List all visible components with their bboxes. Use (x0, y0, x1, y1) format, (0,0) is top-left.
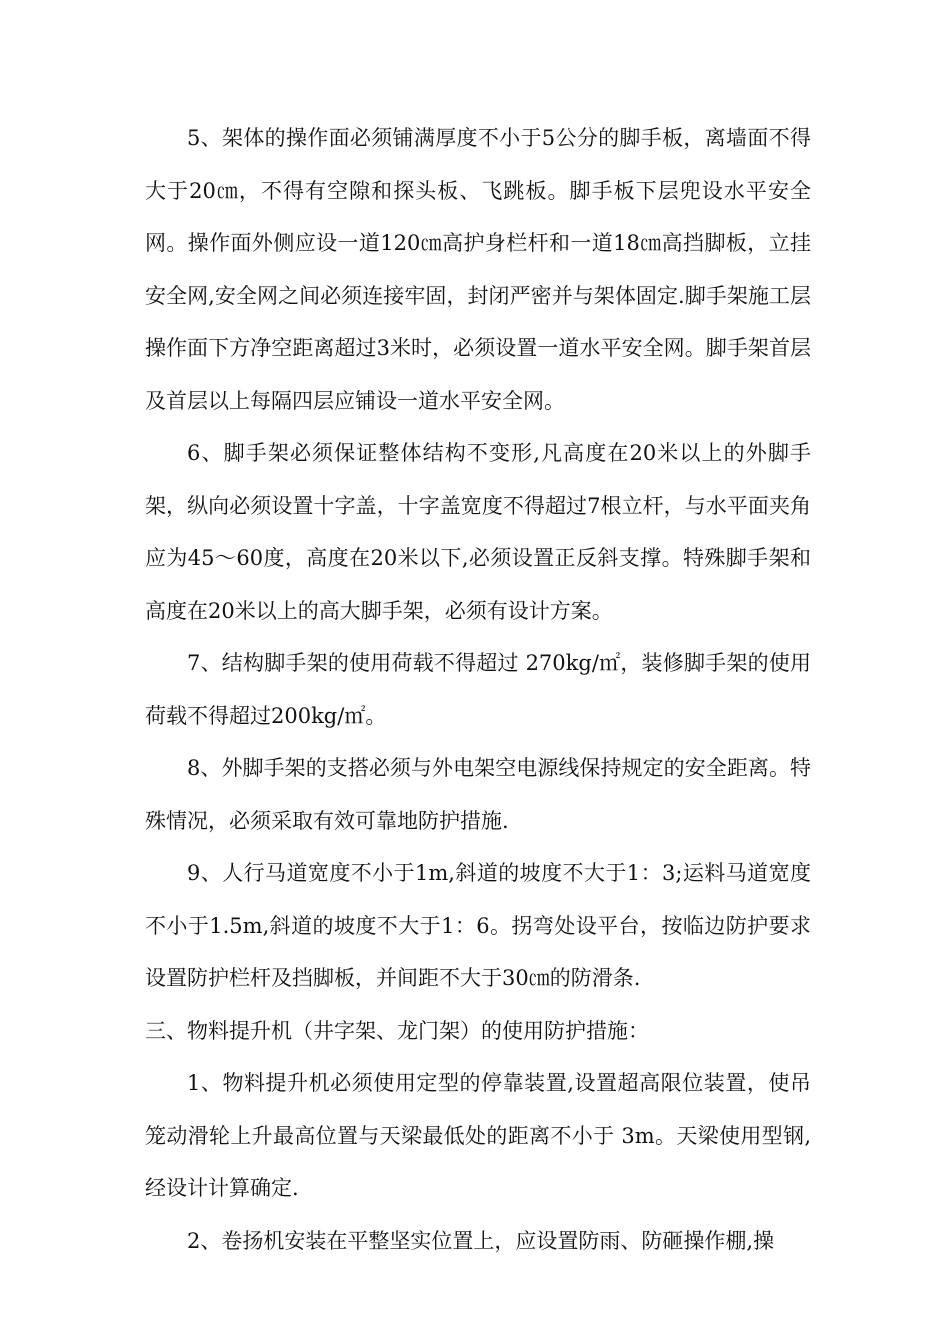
paragraph-scaffold-bracing: 6、脚手架必须保证整体结构不变形,凡高度在20米以上的外脚手架，纵向必须设置十字盖，十字盖宽度不得超过7根立杆，与水平面夹角应为45～60度，高度在20米以下,必须设置正反斜支撑。特殊脚手架和高度在20米以上的高大脚手架，必须有设计方案。 (145, 441, 811, 623)
document-body (145, 112, 811, 1267)
paragraph-scaffold-platform: 5、架体的操作面必须铺满厚度不小于5公分的脚手板，离墙面不得大于20㎝，不得有空隙和探头板、飞跳板。脚手板下层兜设水平安全网。操作面外侧应设一道120㎝高护身栏杆和一道18㎝高挡脚板，立挂安全网,安全网之间必须连接牢固，封闭严密并与架体固定.脚手架施工层操作面下方净空距离超过3米时，必须设置一道水平安全网。脚手架首层及首层以上每隔四层应铺设一道水平安全网。 (145, 126, 811, 413)
paragraph-winch-installation: 2、卷扬机安装在平整坚实位置上，应设置防雨、防砸操作棚,操 (187, 1228, 775, 1253)
paragraph-ramp-width: 9、人行马道宽度不小于1m,斜道的坡度不大于1：3;运料马道宽度不小于1.5m,斜道的坡度不大于1：6。拐弯处设平台，按临边防护要求设置防护栏杆及挡脚板，并间距不大于30㎝的防滑条. (145, 861, 811, 990)
paragraph-hoist-stopping-device: 1、物料提升机必须使用定型的停靠装置,设置超高限位装置，使吊笼动滑轮上升最高位置与天梁最低处的距离不小于 3m。天梁使用型钢,经设计计算确定. (145, 1071, 811, 1200)
section-heading-material-hoist: 三、物料提升机（井字架、龙门架）的使用防护措施： (145, 1018, 649, 1043)
paragraph-power-line-distance: 8、外脚手架的支搭必须与外电架空电源线保持规定的安全距离。特殊情况，必须采取有效可靠地防护措施. (145, 756, 811, 833)
paragraph-scaffold-load: 7、结构脚手架的使用荷载不得超过 270kg/㎡，装修脚手架的使用荷载不得超过200kg/㎡。 (145, 651, 811, 728)
